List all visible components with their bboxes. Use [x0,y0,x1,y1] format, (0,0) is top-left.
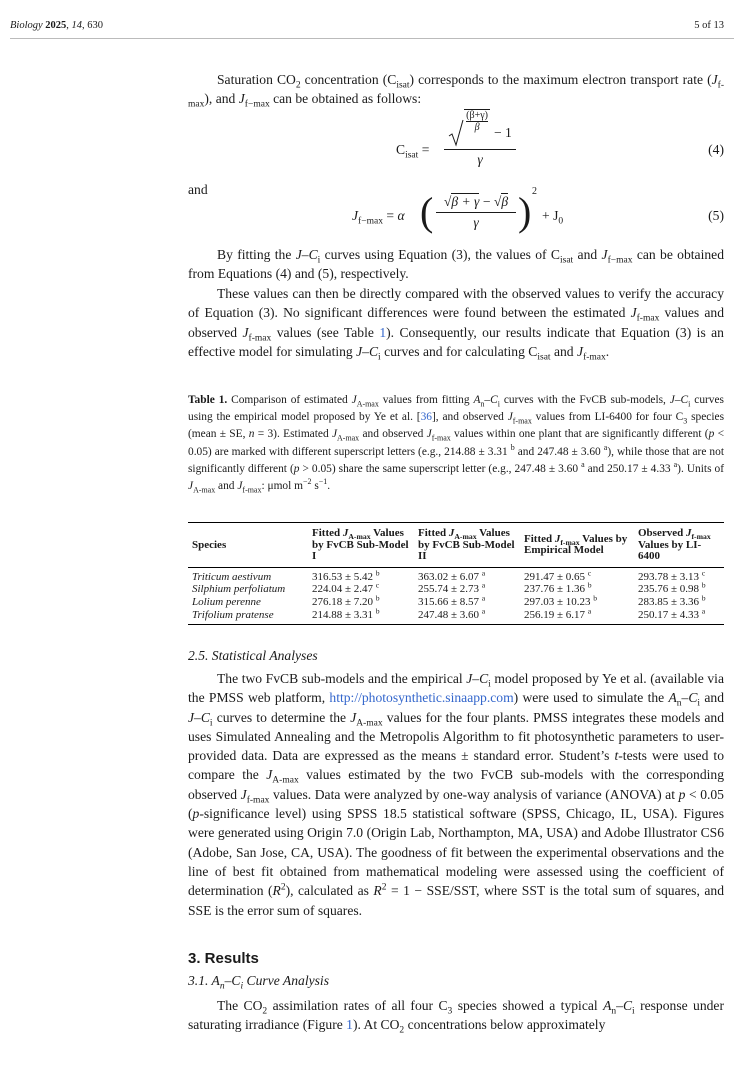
page-number: 5 of 13 [694,20,724,31]
table-row: Trifolium pratense 214.88 ± 3.31 $^b$ 247.48 ± 3.60 $^a$ 256.19 ± 6.17 $^a$ 250.17 ± 4.33 $^a$ [188,609,724,625]
header-observed: Observed $J_{f-max}$ Values by LI-6400 [638,527,711,563]
table-row: Lolium perenne 276.18 ± 7.20 $^b$ 315.66 ± 8.57 $^a$ 297.03 ± 10.23 $^b$ 283.85 ± 3.36 $^b$ [192,593,706,608]
left-paren: ( [420,189,434,234]
header-fvcb-2: Fitted $J_{A-max}$ Values by FvCB Sub-Model II [418,527,515,563]
paragraph-results: The $CO_2$ assimilation rates of all four $C_3$ species showed a typical $A_n-C_i$ response under saturating irradiance (Figure 1). At $CO_2$ concentrations below approximately [188,998,724,1037]
header-empirical: Fitted $J_{f-max}$ Values by Empirical Model [524,532,628,557]
eq5-number: (5) [708,208,724,223]
section-3-heading: 3. Results [188,950,259,967]
paragraph-saturation: Saturation $CO_2$ concentration $(C_{isat})$ corresponds to the maximum electron transport rate $(J_{f-max})$, and $J_{f-max}$ can be obtained as follows: [188,72,724,111]
eq4-number: (4) [708,142,724,157]
eq5-j0: + $J_0$ [542,208,564,227]
equation-4 [188,110,724,178]
table-1-ref[interactable]: 1 [379,324,387,340]
table-caption: Table 1. Comparison of estimated $J_{A-max}$ values from fitting $A_n-C_i$ curves with the FvCB sub-models, $J-C_i$ curves using the empirical model proposed by Ye et al. [36], and observed $J_{f-max}$ values from LI-6400 for four $C_3$ species (mean ± SE, n = 3). Estimated $J_{A-max}$ and observed $J_{f-max}$ values within one plant that are significantly different (p < 0.05) are marked with different superscript letters (e.g., 214.88 ± 3.31 $^b$ and 247.48 ± 3.60 $^a$), while those that are not significantly different (p > 0.05) share the same superscript letter (e.g., 247.48 ± 3.60 $^a$ and 250.17 ± 4.33 $^a$). Units of $J_{A-max}$ and $J_{f-max}$: μmol $m^{-2}$ $s^{-1}$. [188,394,725,495]
journal-volume: 14 [71,20,83,31]
figure-1-ref[interactable]: 1 [346,1017,353,1033]
right-paren: ) [518,189,532,234]
running-header: Biology 2025, 14, 630 [10,20,104,31]
pmss-link[interactable]: http://photosynthetic.sinaapp.com [329,690,514,706]
eq4-fraction: (β+γ) β − 1 γ [444,118,516,168]
eq4-lhs: $C_{isat}$ = [396,142,430,161]
eq5-lhs: $J_{f-max} = \alpha$ [352,208,405,227]
paragraph-compare: These values can then be directly compared with the observed values to verify the accuracy of Equation (3). No significant differences were found between the estimated $J_{f-max}$ values and observed $J_{f-max}$ values (see Table 1). Consequently, our results indicate that Equation (3) is an effective model for simulating $J-C_i$ curves and for calculating $C_{isat}$ and $J_{f-max}$. [188,286,725,363]
eq5-fraction: √β + γ − √β γ [436,194,516,231]
paragraph-fitting: By fitting the $J-C_i$ curves using Equation (3), the values of $C_{isat}$ and $J_{f-max}$ can be obtained from Equations (4) and (5), respectively. [188,247,724,282]
paragraph-stats: The two FvCB sub-models and the empirical $J-C_i$ model proposed by Ye et al. (available via the PMSS web platform, http://photosynthetic.sinaapp.com) were used to simulate the $A_n-C_i$ and $J-C_i$ curves to determine the $J_{A-max}$ values for the four plants. PMSS integrates these models and uses Simulated Annealing and the Metropolis Algorithm to fit photosynthetic parameters to user-provided data. Data are expressed as the means ± standard error. Student’s t-tests were used to compare the $J_{A-max}$ values estimated by the two FvCB sub-models with the corresponding observed $J_{f-max}$ values. Data were analyzed by one-way analysis of variance (ANOVA) at p < 0.05 (p-significance level) using SPSS 18.5 statistical software (SPSS, Chicago, IL, USA). Figures were generated using Origin 7.0 (Origin Lab, Northampton, MA, USA) and Adobe Illustrator CS6 (Adobe, San Jose, CA, USA). The goodness of fit between the experimental observations and the line of best fit obtained from mathematical modeling were assessed using the coefficient of determination $(R^2)$, calculated as $R^2 = 1 - SSE/SST$, where SST is the total sum of squares, and SSE is the error sum of squares. [188,671,725,918]
table-row: Triticum aestivum 316.53 ± 5.42 $^b$ 363.02 ± 6.07 $^a$ 291.47 ± 0.65 $^c$ 293.78 ± 3.13 $^c$ [192,568,706,583]
section-3-1-heading: 3.1. $A_n-C_i$ Curve Analysis [188,973,329,992]
sqrt-sign [448,119,464,147]
and-word: and [188,182,208,197]
article-number: 630 [87,20,104,31]
table-1 [188,522,724,625]
reference-36[interactable]: 36 [420,411,432,424]
table-header-row [188,523,724,568]
header-species: Species [192,538,227,551]
table-row: Silphium perfoliatum 224.04 ± 2.47 $^c$ 255.74 ± 2.73 $^a$ 237.76 ± 1.36 $^b$ 235.76 ± 0.98 $^b$ [192,580,706,596]
journal-name: Biology [10,20,43,31]
header-rule [10,38,734,39]
equation-5 [188,188,724,240]
section-2-5-heading: 2.5. Statistical Analyses [188,648,318,663]
header-fvcb-1: Fitted $J_{A-max}$ Values by FvCB Sub-Model I [312,527,409,563]
journal-year: 2025 [45,20,67,31]
eq5-exponent: 2 [532,186,537,197]
